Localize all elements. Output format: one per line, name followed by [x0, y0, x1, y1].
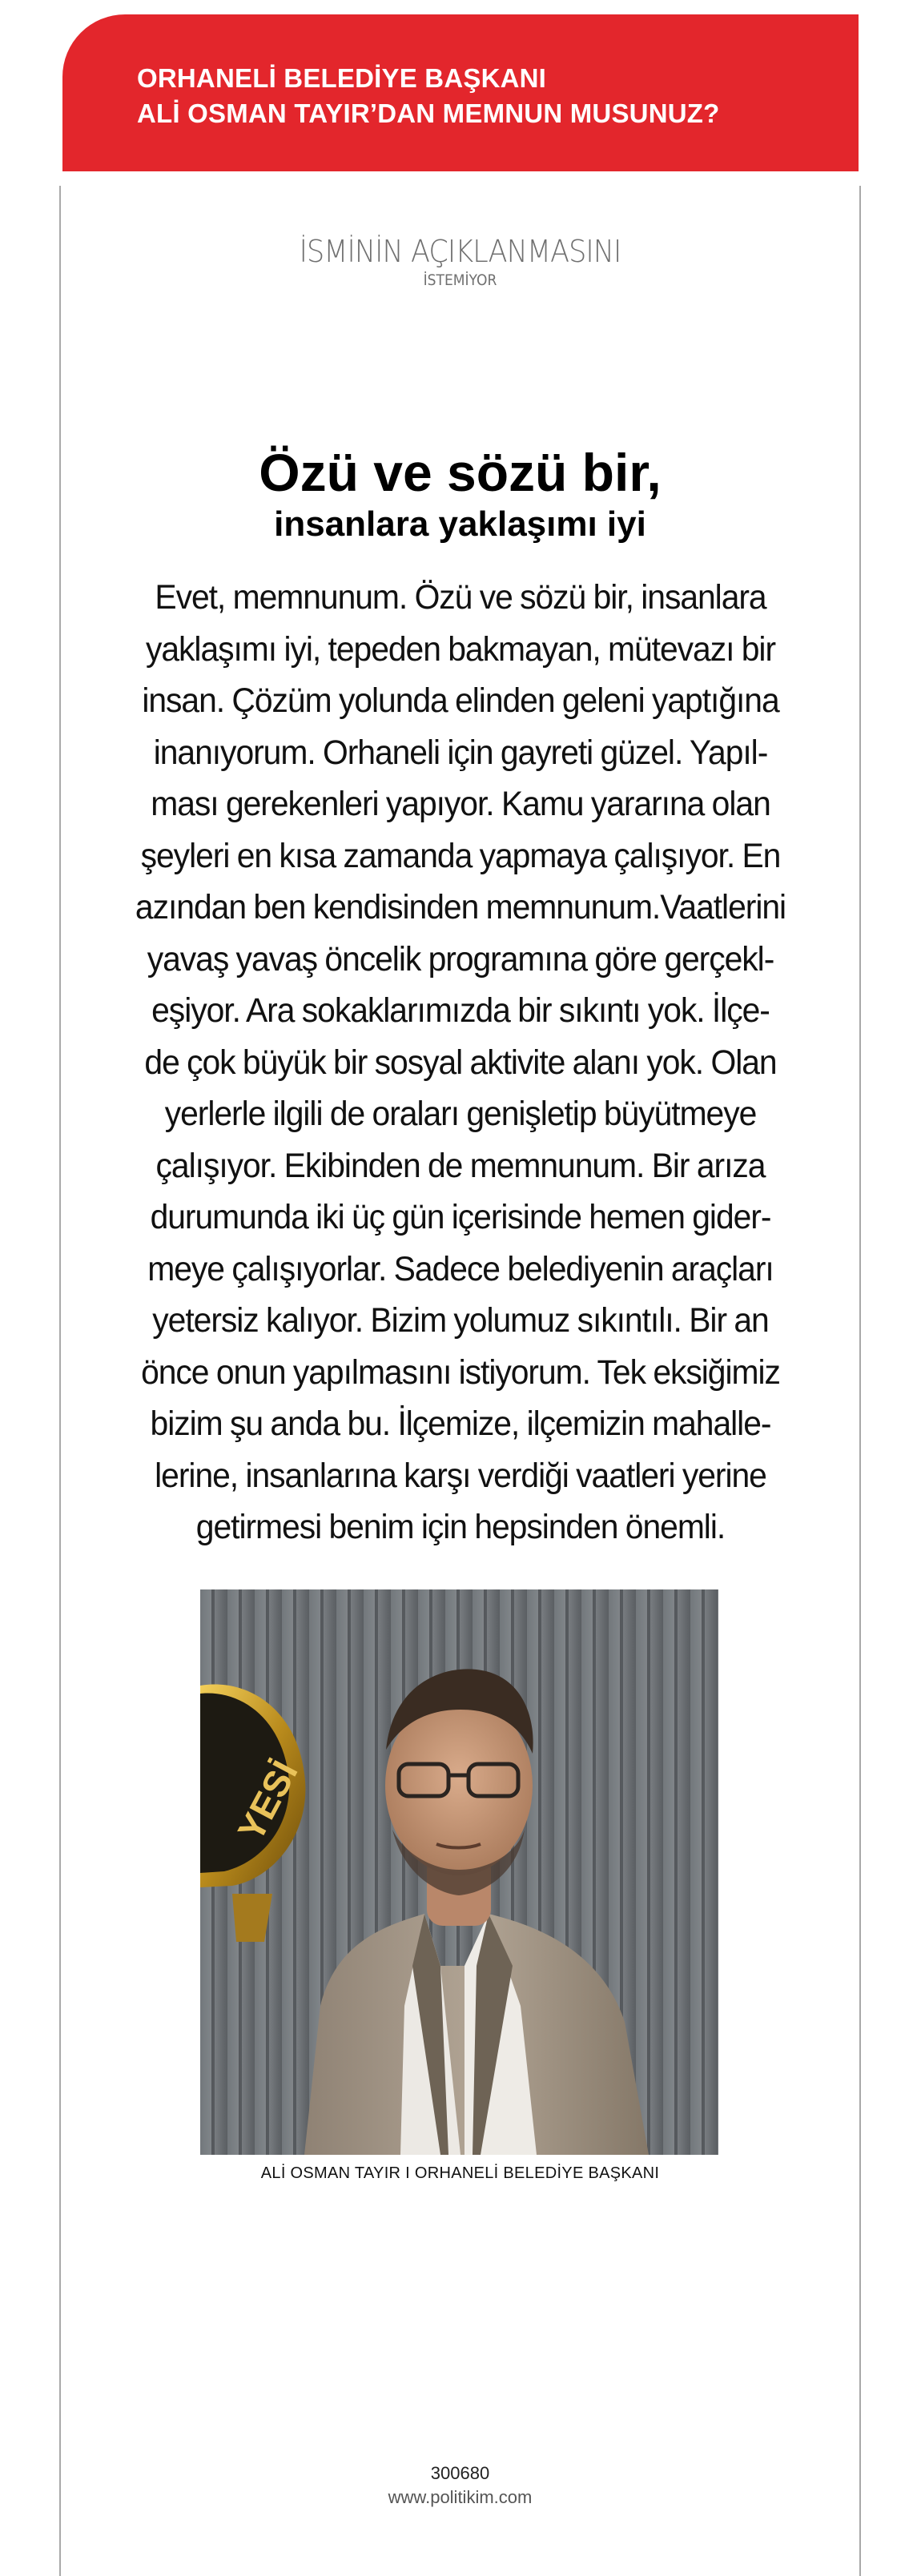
body-line: lerine, insanlarına karşı verdiği vaatleri yerine — [155, 1456, 766, 1495]
body-line: de çok büyük bir sosyal aktivite alanı yok. Olan — [144, 1043, 777, 1082]
body-line: azından ben kendisinden memnunum.Vaatlerini — [135, 888, 786, 926]
body-line: yavaş yavaş öncelik programına göre gerçekl- — [147, 939, 774, 979]
banner-title-line-1: ORHANELİ BELEDİYE BAŞKANI — [137, 63, 547, 93]
article-headline — [61, 442, 859, 546]
footer-code: 300680 — [430, 2463, 490, 2483]
body-line: bizim şu anda bu. İlçemize, ilçemizin mahalle- — [150, 1405, 771, 1443]
photo-caption: ALİ OSMAN TAYIR I ORHANELİ BELEDİYE BAŞKANI — [260, 2164, 660, 2182]
body-line: çalışıyor. Ekibinden de memnunum. Bir arıza — [155, 1146, 766, 1185]
headline-sub: insanlara yaklaşımı iyi — [274, 504, 646, 544]
header-banner — [62, 14, 859, 171]
respondent-sublabel: İSTEMİYOR — [423, 271, 497, 289]
body-line: yetersiz kalıyor. Bizim yolumuz sıkıntılı. Bir an — [152, 1301, 769, 1340]
article-body — [130, 572, 792, 1553]
body-line: insan. Çözüm yolunda elinden geleni yaptığına — [142, 681, 779, 720]
body-line: meye çalışıyorlar. Sadece belediyenin araçları — [147, 1249, 774, 1288]
headline-main: Özü ve sözü bir, — [259, 443, 662, 502]
respondent-block — [61, 234, 859, 290]
body-line: Evet, memnunum. Özü ve sözü bir, insanlara — [155, 578, 766, 617]
body-line: şeyleri en kısa zamanda yapmaya çalışıyor. En — [140, 836, 781, 875]
body-line: eşiyor. Ara sokaklarımızda bir sıkıntı yok. İlçe- — [151, 991, 770, 1030]
body-line: getirmesi benim için hepsinden önemli. — [195, 1508, 726, 1546]
body-line: yaklaşımı iyi, tepeden bakmayan, mütevazı bir — [145, 629, 776, 669]
mayor-photo — [200, 1589, 718, 2155]
respondent-label: İSMİNİN AÇIKLANMASINI — [299, 234, 621, 269]
trophy-lettering: YESİ — [229, 1754, 306, 1848]
body-line: ması gerekenleri yapıyor. Kamu yararına olan — [151, 785, 770, 823]
body-line: önce onun yapılmasını istiyorum. Tek eksiğimiz — [141, 1352, 780, 1392]
body-line: yerlerle ilgili de oraları genişletip büyütmeye — [164, 1095, 757, 1133]
page-footer — [61, 2461, 859, 2510]
footer-website-link[interactable]: www.politikim.com — [388, 2487, 533, 2507]
banner-title-line-2: ALİ OSMAN TAYIR’DAN MEMNUN MUSUNUZ? — [137, 98, 720, 128]
frame-right-border — [859, 186, 861, 2576]
body-line: durumunda iki üç gün içerisinde hemen gider- — [150, 1198, 771, 1236]
body-line: inanıyorum. Orhaneli için gayreti güzel. Yapıl- — [153, 733, 768, 772]
